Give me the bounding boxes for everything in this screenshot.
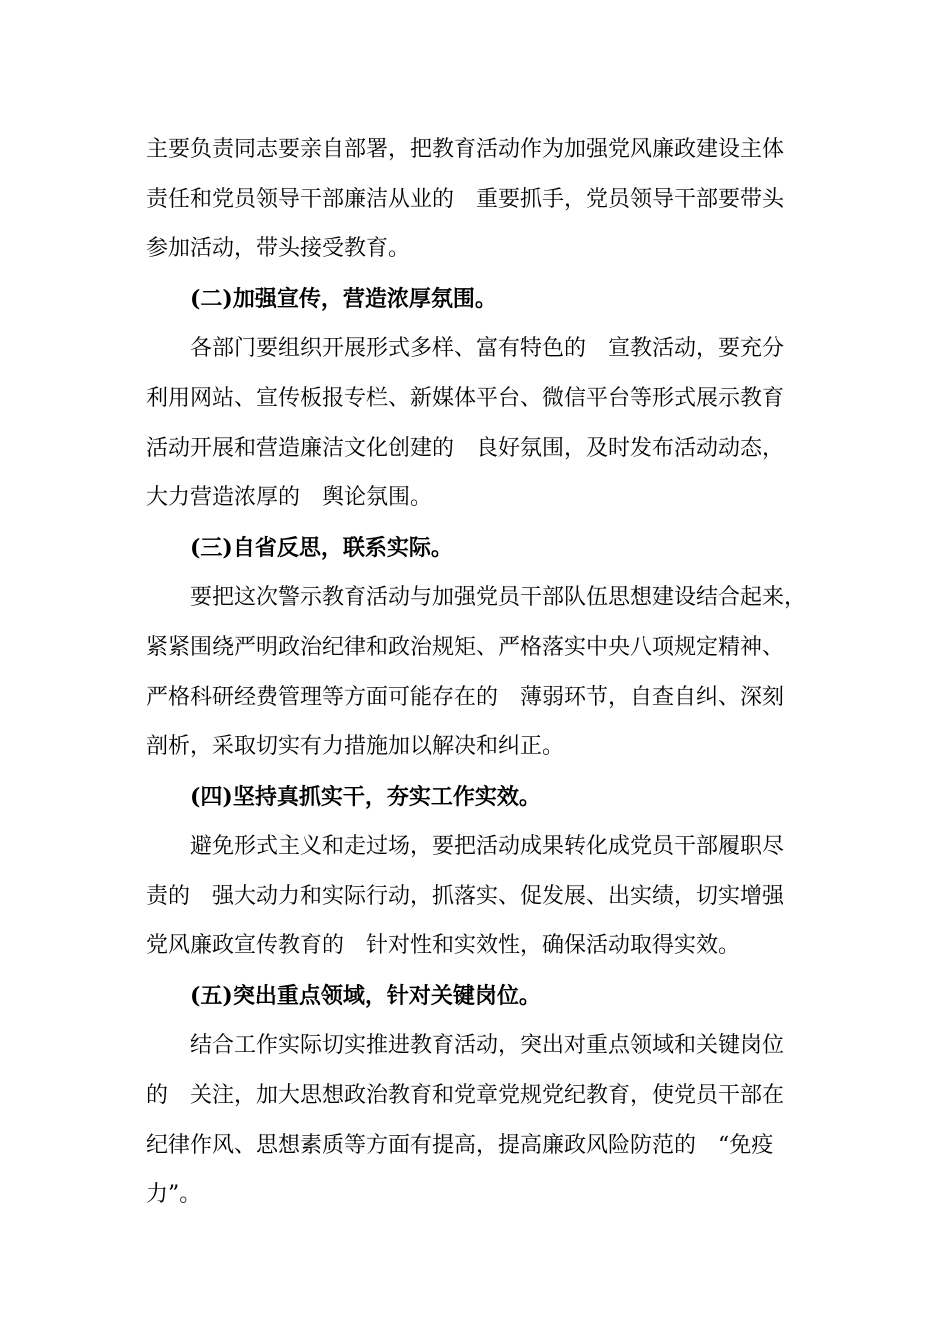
body-text-line: 责任和党员领导干部廉洁从业的 重要抓手，党员领导干部要带头	[146, 187, 785, 212]
section-heading-2: (二)加强宣传，营造浓厚氛围。	[190, 286, 497, 312]
body-text-line: 要把这次警示教育活动与加强党员干部队伍思想建设结合起来，	[190, 585, 807, 610]
section-heading-5: (五)突出重点领域，针对关键岗位。	[190, 983, 541, 1009]
body-text-line: 的 关注，加大思想政治教育和党章党规党纪教育，使党员干部在	[146, 1083, 785, 1108]
body-text-line: 活动开展和营造廉洁文化创建的 良好氛围，及时发布活动动态，	[146, 436, 785, 461]
body-text-line: 参加活动，带头接受教育。	[146, 236, 411, 261]
body-text-line: 利用网站、宣传板报专栏、新媒体平台、微信平台等形式展示教育	[146, 386, 785, 411]
body-text-line: 大力营造浓厚的 舆论氛围。	[146, 485, 433, 510]
body-text-line: 责的 强大动力和实际行动，抓落实、促发展、出实绩，切实增强	[146, 884, 785, 909]
body-text-line: 力”。	[146, 1182, 202, 1207]
body-text-line: 剖析，采取切实有力措施加以解决和纠正。	[146, 734, 565, 759]
section-heading-3: (三)自省反思，联系实际。	[190, 535, 453, 561]
body-text-line: 主要负责同志要亲自部署，把教育活动作为加强党风廉政建设主体	[146, 137, 785, 162]
section-heading-4: (四)坚持真抓实干，夯实工作实效。	[190, 784, 541, 810]
body-text-line: 严格科研经费管理等方面可能存在的 薄弱环节，自查自纠、深刻	[146, 685, 785, 710]
body-text-line: 结合工作实际切实推进教育活动，突出对重点领域和关键岗位	[190, 1033, 785, 1058]
body-text-line: 各部门要组织开展形式多样、富有特色的 宣教活动，要充分	[190, 336, 785, 361]
body-text-line: 避免形式主义和走过场，要把活动成果转化成党员干部履职尽	[190, 834, 785, 859]
body-text-line: 紧紧围绕严明政治纪律和政治规矩、严格落实中央八项规定精神、	[146, 635, 785, 660]
body-text-line: 党风廉政宣传教育的 针对性和实效性，确保活动取得实效。	[146, 933, 741, 958]
body-text-line: 纪律作风、思想素质等方面有提高，提高廉政风险防范的 “免疫	[146, 1133, 774, 1158]
